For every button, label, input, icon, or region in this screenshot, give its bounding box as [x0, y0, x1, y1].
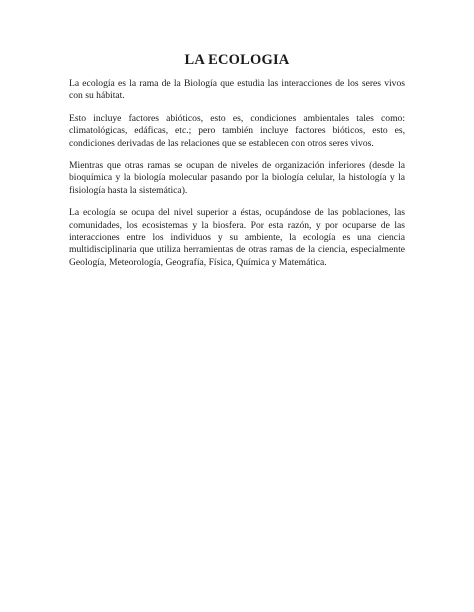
paragraph-other-branches: Mientras que otras ramas se ocupan de niveles de organización inferiores (desde la bioquímica y la biología molecular pasando por la biología celular, la histología y la fisiología hasta la sistemática). — [69, 160, 405, 196]
paragraph-factors: Esto incluye factores abióticos, esto es, condiciones ambientales tales como: climatológicas, edáficas, etc.; pero también incluye factores bióticos, esto es, condiciones derivadas de las relaciones que se establecen con otros seres vivos. — [69, 112, 405, 149]
paragraph-definition: La ecología es la rama de la Biología que estudia las interacciones de los seres vivos con su hábitat. — [69, 78, 405, 102]
document-title: LA ECOLOGIA — [184, 52, 290, 68]
paragraph-scope: La ecología se ocupa del nivel superior a éstas, ocupándose de las poblaciones, las comunidades, los ecosistemas y la biosfera. Por esta razón, y por ocuparse de las interacciones entre los individuos y su ambiente, la ecología es una ciencia multidisciplinaria que utiliza herramientas de otras ramas de la ciencia, especialmente Geología, Meteorología, Geografía, Física, Química y Matemática. — [69, 207, 405, 268]
document-body — [69, 78, 405, 279]
